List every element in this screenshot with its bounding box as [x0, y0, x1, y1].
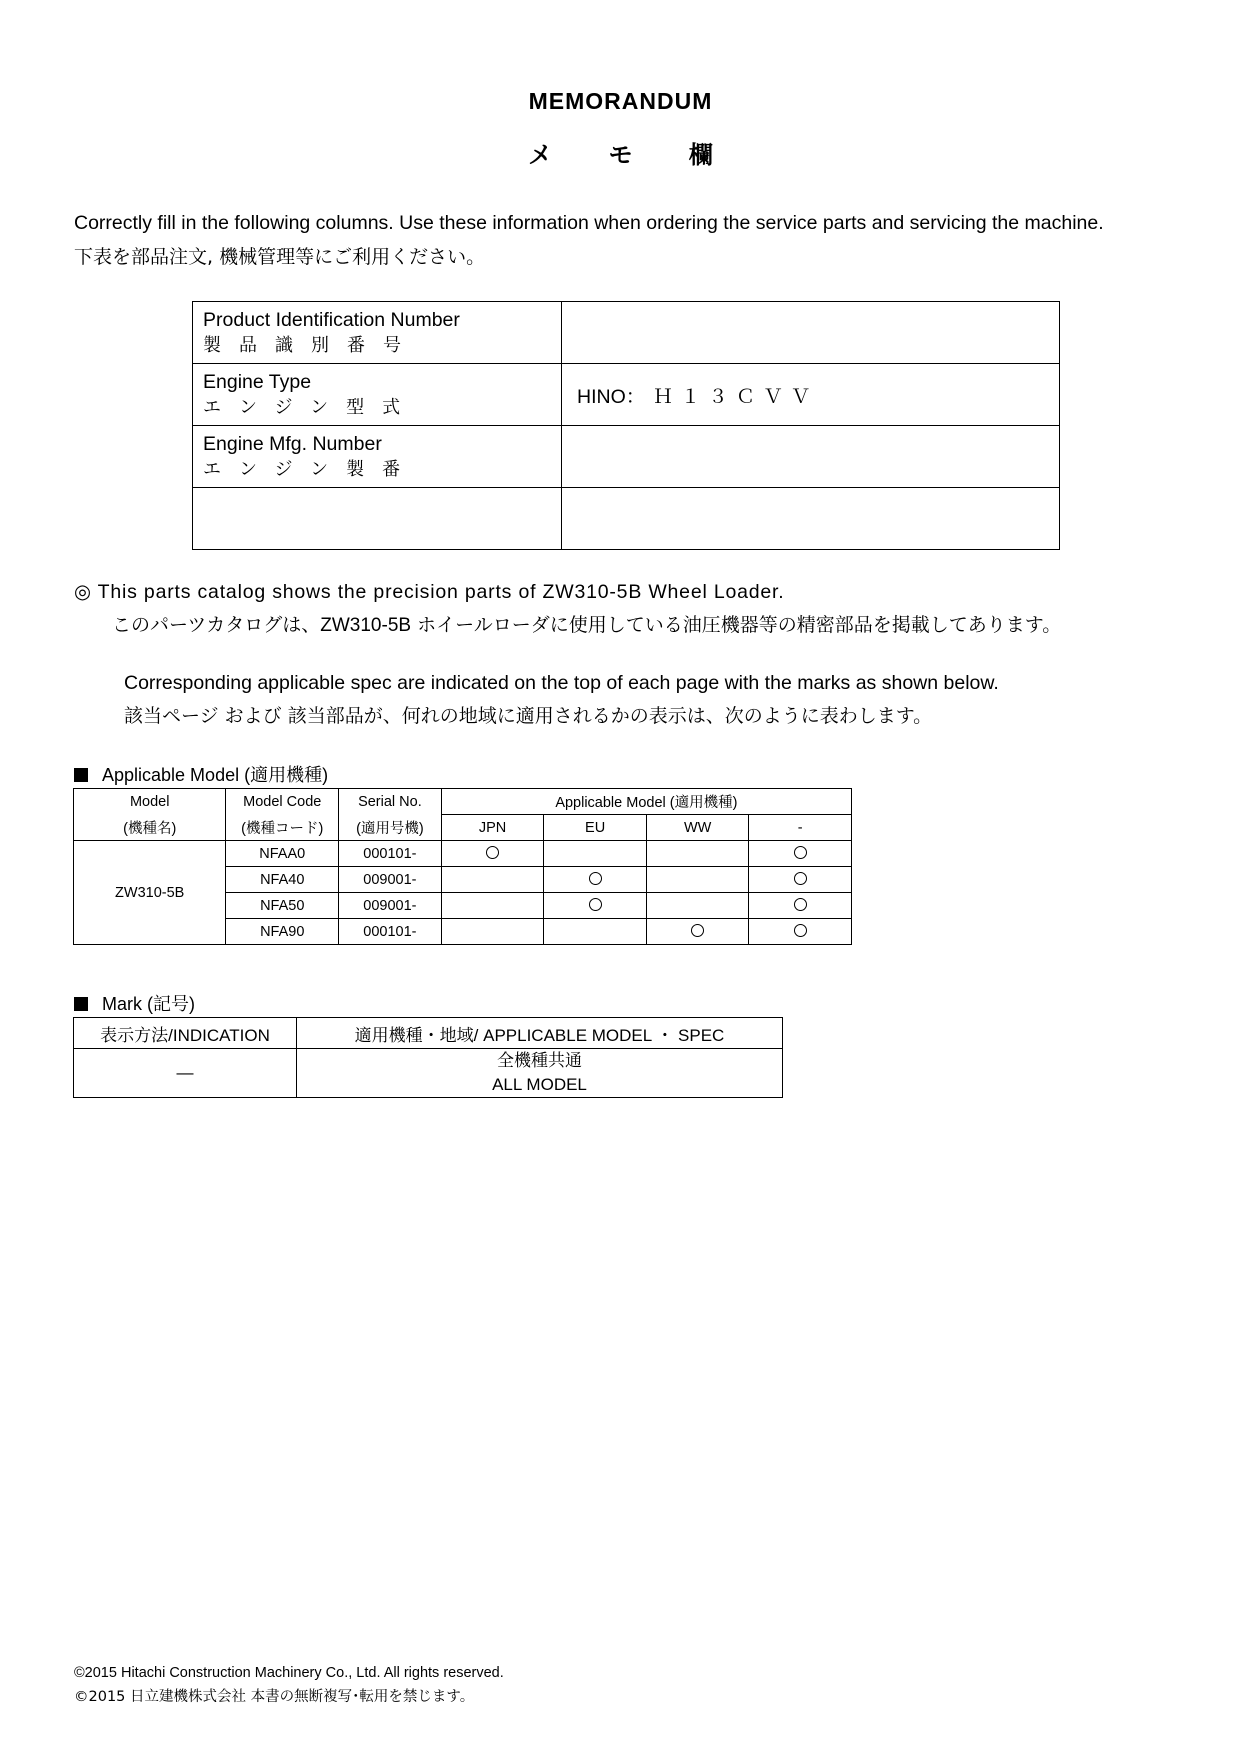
region-mark-cell	[646, 841, 749, 867]
memo-row	[193, 364, 1060, 426]
region-mark-cell	[646, 919, 749, 945]
applicable-model-heading	[74, 761, 328, 787]
mark-heading-text: Mark (記号)	[102, 994, 195, 1014]
memo-value-prefix: HINO：	[577, 385, 646, 408]
region-mark-cell	[544, 841, 647, 867]
region-mark-cell	[441, 919, 544, 945]
region-mark-cell	[544, 867, 647, 893]
catalog-note: ◎ This parts catalog shows the precision parts of ZW310-5B Wheel Loader.	[74, 581, 785, 603]
catalog-note-jp	[112, 610, 1061, 637]
header-model-jp: (機種名)	[74, 815, 226, 841]
header-model-code-jp: (機種コード)	[226, 815, 339, 841]
header-region-other: -	[749, 815, 852, 841]
mark-col-spec: 適用機種・地域/ APPLICABLE MODEL ・ SPEC	[297, 1018, 783, 1049]
mark-heading	[74, 990, 195, 1016]
page-title: MEMORANDUM	[528, 88, 713, 114]
header-region-ww: WW	[646, 815, 749, 841]
region-mark-cell	[441, 893, 544, 919]
copyright-en: ©2015 Hitachi Construction Machinery Co., Ltd. All rights reserved.	[74, 1665, 504, 1681]
serial-cell: 000101-	[339, 919, 442, 945]
mark-spec-value	[297, 1049, 783, 1098]
circle-mark-icon	[691, 924, 704, 937]
memo-value-field[interactable]	[562, 488, 1060, 550]
page-title-jp: メ モ 欄	[528, 141, 713, 169]
mark-col-indication: 表示方法/INDICATION	[74, 1018, 297, 1049]
circle-mark-icon	[486, 846, 499, 859]
region-mark-cell	[544, 893, 647, 919]
memo-value: Ｈ１３ＣＶＶ	[653, 384, 819, 408]
applicable-model-heading-text: Applicable Model (適用機種)	[102, 765, 329, 785]
memo-row	[193, 302, 1060, 364]
circle-mark-icon	[794, 872, 807, 885]
header-model-code: Model Code	[226, 789, 339, 815]
circle-mark-icon	[794, 924, 807, 937]
region-mark-cell	[646, 867, 749, 893]
applicable-model-table	[73, 788, 852, 945]
circle-mark-icon	[794, 846, 807, 859]
circle-mark-icon	[589, 898, 602, 911]
memo-label-jp: 製品識別番号	[203, 334, 419, 356]
copyright-jp: ©2015 日立建機株式会社 本書の無断複写･転用を禁じます。	[74, 1689, 475, 1705]
memo-row	[193, 488, 1060, 550]
header-serial-jp: (適用号機)	[339, 815, 442, 841]
region-mark-cell	[749, 893, 852, 919]
header-model: Model	[74, 789, 226, 815]
region-mark-cell	[749, 867, 852, 893]
model-code-cell: NFA50	[226, 893, 339, 919]
memo-label-en: Product Identification Number	[203, 308, 460, 331]
mark-indication-value: —	[74, 1049, 297, 1098]
memo-row	[193, 426, 1060, 488]
catalog-note-jp-after: ホイールローダに使用している油圧機器等の精密部品を掲載してあります。	[411, 614, 1062, 636]
serial-cell: 000101-	[339, 841, 442, 867]
memo-label-jp: エンジン製番	[203, 458, 419, 480]
table-row	[74, 841, 852, 867]
header-serial: Serial No.	[339, 789, 442, 815]
region-mark-cell	[749, 841, 852, 867]
catalog-note-jp-before: このパーツカタログは、	[112, 614, 321, 636]
region-mark-cell	[544, 919, 647, 945]
memo-value-field[interactable]	[562, 426, 1060, 488]
intro-text: Correctly fill in the following columns. Use these information when ordering the service parts and servicing the machine.	[74, 212, 1104, 234]
memo-value-field[interactable]	[562, 302, 1060, 364]
memo-label-jp: エンジン型式	[203, 396, 419, 418]
circle-mark-icon	[589, 872, 602, 885]
region-mark-cell	[646, 893, 749, 919]
memo-label	[193, 302, 562, 364]
serial-cell: 009001-	[339, 893, 442, 919]
memo-label-en: Engine Mfg. Number	[203, 432, 382, 455]
mark-table	[73, 1017, 783, 1098]
memo-value-field[interactable]	[562, 364, 1060, 426]
header-applicable-model: Applicable Model (適用機種)	[441, 789, 851, 815]
corresponding-text-jp: 該当ページ および 該当部品が、何れの地域に適用されるかの表示は、次のように表わします。	[124, 705, 933, 727]
region-mark-cell	[749, 919, 852, 945]
region-mark-cell	[441, 841, 544, 867]
memo-label	[193, 364, 562, 426]
memo-label-en: Engine Type	[203, 370, 312, 393]
memo-label	[193, 426, 562, 488]
model-code-cell: NFAA0	[226, 841, 339, 867]
square-bullet-icon	[74, 768, 88, 782]
memo-label	[193, 488, 562, 550]
memo-table	[192, 301, 1060, 550]
mark-spec-jp: 全機種共通	[497, 1051, 582, 1070]
mark-spec-en: ALL MODEL	[492, 1075, 587, 1094]
serial-cell: 009001-	[339, 867, 442, 893]
circle-mark-icon	[794, 898, 807, 911]
header-region-jpn: JPN	[441, 815, 544, 841]
model-code-cell: NFA40	[226, 867, 339, 893]
catalog-note-jp-model: ZW310-5B	[320, 615, 412, 636]
intro-text-jp: 下表を部品注文, 機械管理等にご利用ください。	[74, 246, 486, 268]
model-code-cell: NFA90	[226, 919, 339, 945]
square-bullet-icon	[74, 997, 88, 1011]
region-mark-cell	[441, 867, 544, 893]
header-region-eu: EU	[544, 815, 647, 841]
corresponding-text: Corresponding applicable spec are indicated on the top of each page with the marks as shown below.	[124, 672, 999, 694]
model-name-cell: ZW310-5B	[74, 841, 226, 945]
